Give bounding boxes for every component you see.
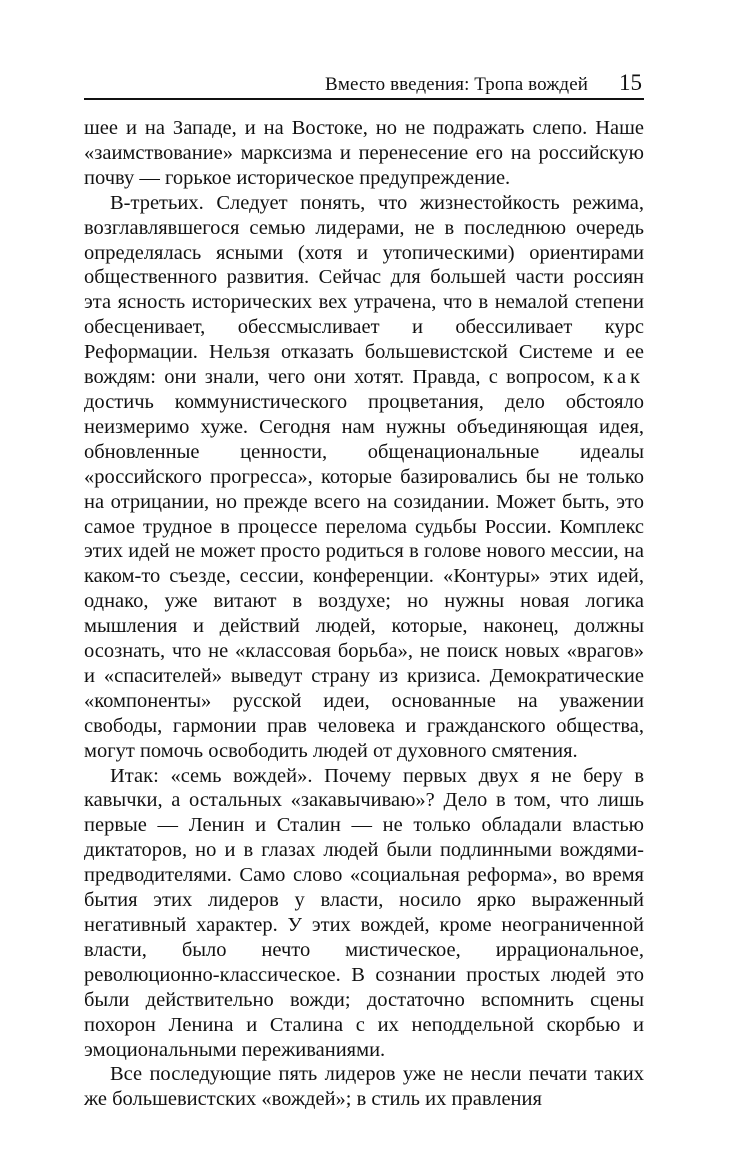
paragraph-text-before: В-третьих. Следует понять, что жизнестойкость режима, возглавлявшегося семью лидерами, не в последнюю очередь определялась ясными (хотя и утопическими) ориентирами общественного развития. Сейчас для большей части россиян эта ясность исторических вех утрачена, что в немалой степени обесценивает, обессмысливает и обессиливает курс Реформации. Нельзя отказать большевистской Системе и ее вождям: они знали, чего они хотят. Правда, с вопросом, [84,191,644,389]
body-text [84,116,644,1112]
page-number: 15 [619,70,642,95]
paragraph-continuation: шее и на Западе, и на Востоке, но не подражать слепо. Наше «заимствование» марксизма и перенесение его на российскую почву — горькое историческое предупреждение. [84,117,644,189]
running-title: Вместо введения: Тропа вождей [325,74,588,95]
paragraph-five-leaders: Все последующие пять лидеров уже не несли печати таких же большевистских «вождей»; в стиль их правления [84,1063,644,1111]
paragraph-seven-leaders: Итак: «семь вождей». Почему первых двух я не беру в кавычки, а остальных «закавычиваю»? Дело в том, что лишь первые — Ленин и Сталин — не только обладали властью диктаторов, но и в глазах людей были подлинными вождями-предводителями. Само слово «социальная реформа», во время бытия этих лидеров у власти, носило ярко выраженный негативный характер. У этих вождей, кроме неограниченной власти, было нечто мистическое, иррациональное, революционно-классическое. В сознании простых людей это были действительно вожди; достаточно вспомнить сцены похорон Ленина и Сталина с их неподдельной скорбью и эмоциональными переживаниями. [84,764,644,1061]
spaced-emphasis: как [603,366,645,389]
running-header [84,60,644,100]
book-page [84,60,644,1112]
paragraph-thirdly [84,191,644,764]
paragraph-text-after: достичь коммунистического процветания, дело обстояло неизмеримо хуже. Сегодня нам нужны объединяющая идея, обновленные ценности, общенациональные идеалы «российского прогресса», которые базировались бы не только на отрицании, но прежде всего на созидании. Может быть, это самое трудное в процессе перелома судьбы России. Комплекс этих идей не может просто родиться в голове нового мессии, на каком-то съезде, сессии, конференции. «Контуры» этих идей, однако, уже витают в воздухе; но нужны новая логика мышления и действий людей, которые, наконец, должны осознать, что не «классовая борьба», не поиск новых «врагов» и «спасителей» выведут страну из кризиса. Демократические «компоненты» русской идеи, основанные на уважении свободы, гармонии прав человека и гражданского общества, могут помочь освободить людей от духовного смятения. [84,390,644,762]
